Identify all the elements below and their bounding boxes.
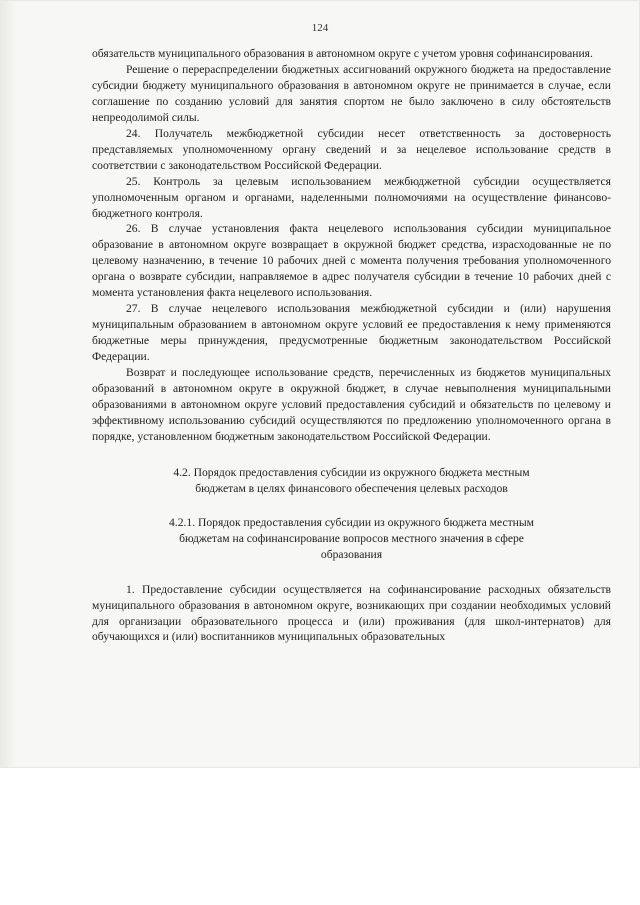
paragraph-redistribution: Решение о перераспределении бюджетных ассигнований окружного бюджета на предоставление субсидии бюджету муниципального образования в автономном округе не принимается в случае, если соглашение по созданию условий для занятия спортом не было заключено в силу обстоятельств непреодолимой силы. — [92, 62, 611, 124]
paragraph-item-24: 24. Получатель межбюджетной субсидии несет ответственность за достоверность представляемых уполномоченному органу сведений и за нецелевое использование средств в соответствии с законодательством Российской Федерации. — [92, 126, 611, 172]
paragraph-item-26: 26. В случае установления факта нецелевого использования субсидии муниципальное образование в автономном округе возвращает в окружной бюджет средства, израсходованные не по целевому назначению, в течение 10 рабочих дней с момента получения требования уполномоченного органа о возврате субсидии, направляемое в адрес получателя субсидии в течение 10 рабочих дней с момента установления факта нецелевого использования. — [92, 222, 611, 300]
document-body — [92, 46, 611, 645]
page-number: 124 — [311, 22, 329, 34]
paragraph-item-25: 25. Контроль за целевым использованием межбюджетной субсидии осуществляется уполномоченным органом и органами, наделенными полномочиями на осуществление финансово-бюджетного контроля. — [92, 174, 611, 220]
paragraph-item-1: 1. Предоставление субсидии осуществляется на софинансирование расходных обязательств муниципального образования в автономном округе, возникающих при создании необходимых условий для организации образовательного процесса и (или) проживания (для школ-интернатов) для обучающихся и (или) воспитанников муниципальных образовательных — [92, 582, 611, 644]
subsection-heading: 4.2.1. Порядок предоставления субсидии из окружного бюджета местным бюджетам на софинансирование вопросов местного значения в сфере образования — [169, 515, 534, 561]
paragraph-refund: Возврат и последующее использование средств, перечисленных из бюджетов муниципальных образований в автономном округе в окружной бюджет, в случае невыполнения муниципальными образованиями в автономном округе условий предоставления субсидий и обязательств по целевому и эффективному использованию субсидий осуществляются по предложению уполномоченного органа в порядке, установленном бюджетным законодательством Российской Федерации. — [92, 366, 611, 443]
paragraph-continuation: обязательств муниципального образования в автономном округе с учетом уровня софинансирования. — [92, 47, 593, 60]
section-heading: 4.2. Порядок предоставления субсидии из окружного бюджета местным бюджетам в целях финансового обеспечения целевых расходов — [173, 465, 530, 495]
paragraph-item-27: 27. В случае нецелевого использования межбюджетной субсидии и (или) нарушения муниципальным образованием в автономном округе условий ее предоставления к нему применяются бюджетные меры принуждения, предусмотренные бюджетным законодательством Российской Федерации. — [92, 302, 611, 364]
